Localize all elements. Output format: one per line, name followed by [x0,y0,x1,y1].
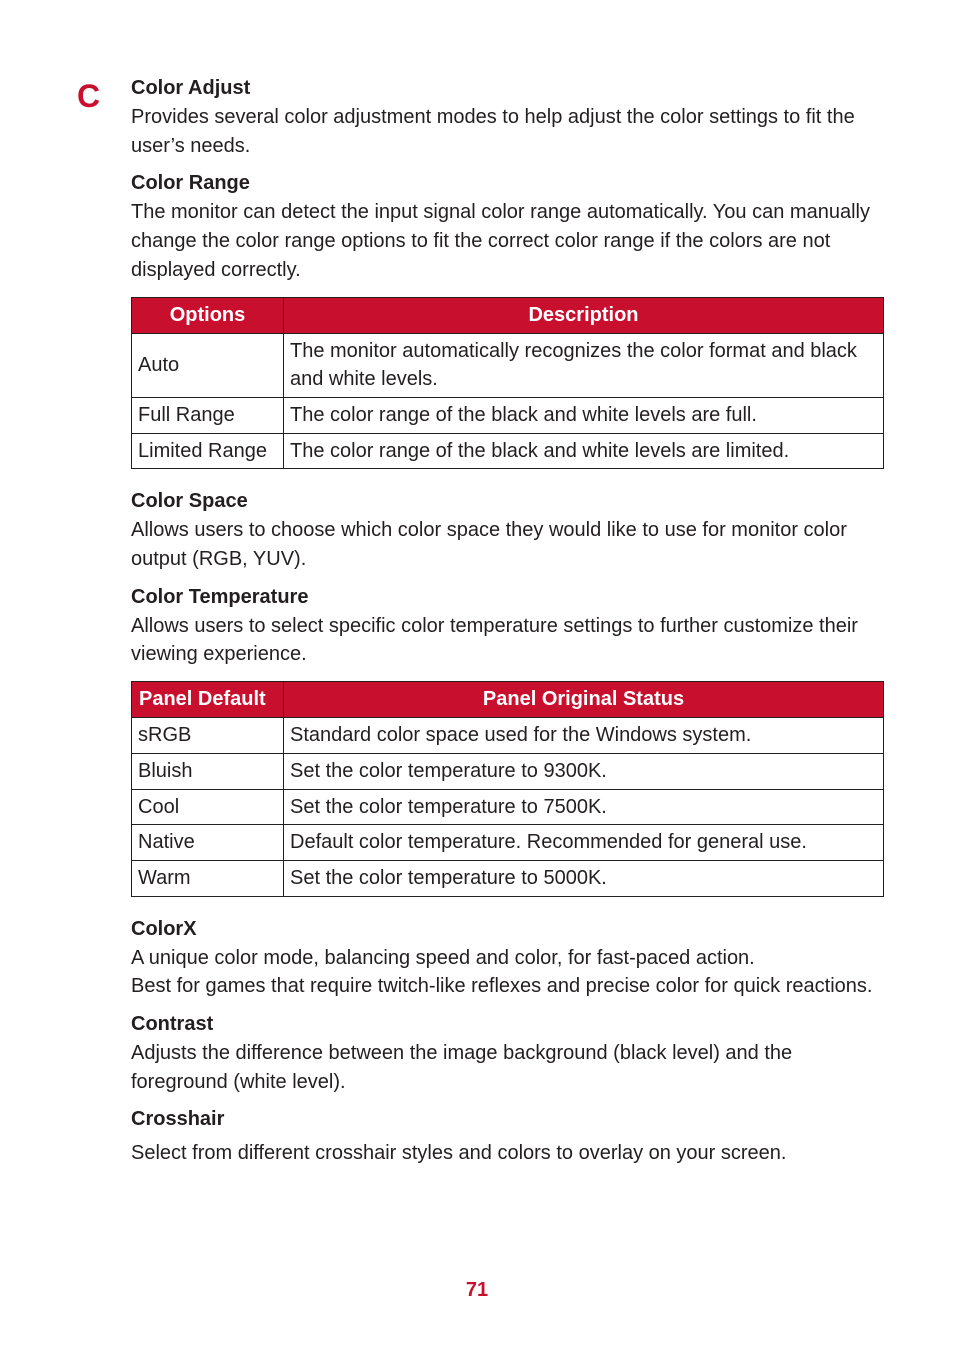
options-header: Options [132,297,284,333]
color-range-section [131,169,885,469]
table-header-row [132,682,884,718]
panel-original-status-header: Panel Original Status [284,682,884,718]
color-space-heading: Color Space [131,490,248,513]
contrast-heading: Contrast [131,1013,214,1036]
table-row [132,789,884,825]
option-cell: Limited Range [132,433,284,469]
table-row [132,433,884,469]
crosshair-section [131,1105,885,1168]
colorx-description-line1: A unique color mode, balancing speed and color, for fast-paced action. [131,946,755,969]
color-range-table [131,297,884,470]
option-cell: Cool [132,789,284,825]
colorx-description-line2: Best for games that require twitch-like reflexes and precise color for quick reactions. [131,975,873,998]
color-space-description: Allows users to choose which color space they would like to use for monitor color output (RGB, YUV). [131,519,847,571]
color-space-section [131,487,885,573]
color-temperature-table [131,681,884,897]
option-cell: Native [132,825,284,861]
crosshair-description: Select from different crosshair styles and colors to overlay on your screen. [131,1142,787,1165]
description-header: Description [284,297,884,333]
option-cell: sRGB [132,718,284,754]
option-cell: Warm [132,860,284,896]
panel-default-header: Panel Default [132,682,284,718]
description-cell: Default color temperature. Recommended for general use. [284,825,884,861]
table-header-row [132,297,884,333]
section-letter: C [77,78,101,114]
table-row [132,718,884,754]
option-cell: Bluish [132,753,284,789]
table-row [132,825,884,861]
colorx-heading: ColorX [131,917,197,940]
color-range-description: The monitor can detect the input signal color range automatically. You can manually change the color range options to fit the correct color range if the colors are not displayed correctly. [131,201,870,281]
description-cell: Set the color temperature to 7500K. [284,789,884,825]
table-row [132,333,884,397]
color-temperature-description: Allows users to select specific color temperature settings to further customize their viewing experience. [131,614,858,666]
description-cell: The monitor automatically recognizes the color format and black and white levels. [284,333,884,397]
table-row [132,753,884,789]
color-adjust-heading: Color Adjust [131,77,251,99]
page-number: 71 [465,1279,489,1301]
description-cell: The color range of the black and white levels are limited. [284,433,884,469]
option-cell: Auto [132,333,284,397]
contrast-description: Adjusts the difference between the image background (black level) and the foreground (white level). [131,1042,793,1093]
color-range-heading: Color Range [131,172,250,195]
colorx-section [131,915,885,1001]
option-cell: Full Range [132,397,284,433]
table-row [132,860,884,896]
description-cell: Set the color temperature to 5000K. [284,860,884,896]
color-temperature-section [131,583,885,897]
contrast-section [131,1010,885,1096]
color-adjust-description: Provides several color adjustment modes to help adjust the color settings to fit the user’s needs. [131,106,855,157]
description-cell: Standard color space used for the Windows system. [284,718,884,754]
color-adjust-section [131,74,885,160]
description-cell: The color range of the black and white levels are full. [284,397,884,433]
crosshair-heading: Crosshair [131,1108,225,1131]
table-row [132,397,884,433]
description-cell: Set the color temperature to 9300K. [284,753,884,789]
color-temperature-heading: Color Temperature [131,585,309,608]
page-content [131,74,885,1177]
